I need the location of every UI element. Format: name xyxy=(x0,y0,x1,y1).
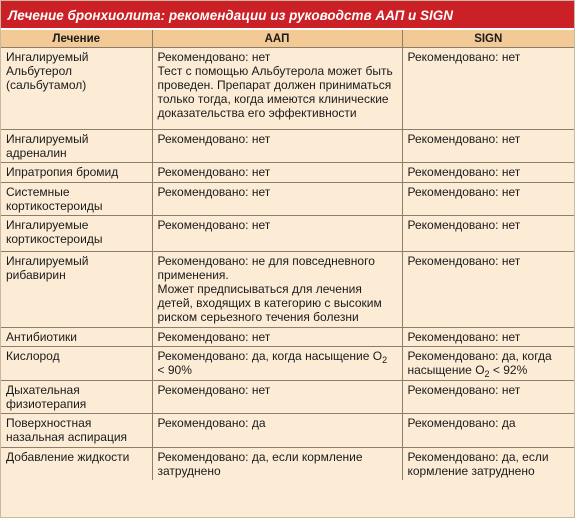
table-row xyxy=(1,163,574,183)
header-sign: SIGN xyxy=(402,30,574,48)
cell-line: кортикостероиды xyxy=(6,232,103,246)
cell-line: проведен. Препарат должен приниматься xyxy=(157,78,392,92)
sign-cell xyxy=(402,163,574,183)
cell-line: детей, входящих в категорию с высоким xyxy=(157,296,382,310)
cell-line: Рекомендовано: нет xyxy=(157,330,271,344)
cell-line: Рекомендовано: нет xyxy=(157,165,271,179)
cell-line: (сальбутамол) xyxy=(6,78,87,92)
sign-cell xyxy=(402,48,574,130)
sign-cell xyxy=(402,347,574,381)
cell-line: Рекомендовано: да, если кормление xyxy=(157,450,363,464)
cell-line: затруднено xyxy=(157,464,221,478)
table-row xyxy=(1,48,574,130)
aap-cell xyxy=(152,414,402,448)
aap-cell xyxy=(152,183,402,216)
cell-line: Рекомендовано: нет xyxy=(157,50,271,64)
treatment-cell xyxy=(1,328,152,347)
cell-line: Рекомендовано: нет xyxy=(407,218,521,232)
table-row xyxy=(1,381,574,414)
header-treatment: Лечение xyxy=(1,30,152,48)
cell-line: Рекомендовано: нет xyxy=(157,383,271,397)
cell-line: Рекомендовано: не для повседневного xyxy=(157,254,375,268)
header-aap: ААП xyxy=(152,30,402,48)
cell-line: Поверхностная xyxy=(6,416,92,430)
cell-line: Добавление жидкости xyxy=(6,450,130,464)
table-body xyxy=(1,48,574,481)
treatment-cell xyxy=(1,252,152,328)
sign-cell xyxy=(402,448,574,481)
sign-cell xyxy=(402,414,574,448)
aap-cell xyxy=(152,216,402,252)
cell-line: Рекомендовано: нет xyxy=(407,254,521,268)
aap-cell xyxy=(152,252,402,328)
cell-line: насыщение $О_2 < 92\%$ xyxy=(407,363,528,379)
sign-cell xyxy=(402,381,574,414)
table-row xyxy=(1,448,574,481)
table-row xyxy=(1,414,574,448)
cell-line: Рекомендовано: да xyxy=(157,416,266,430)
cell-line: Тест с помощью Альбутерола может быть xyxy=(157,64,393,78)
treatment-cell xyxy=(1,163,152,183)
cell-line: Ингалируемый xyxy=(6,50,89,64)
treatment-cell xyxy=(1,216,152,252)
cell-line: только тогда, когда имеются клинические xyxy=(157,92,389,106)
cell-line: Рекомендовано: нет xyxy=(407,383,521,397)
treatment-cell xyxy=(1,183,152,216)
cell-line: Кислород xyxy=(6,349,60,363)
treatment-cell xyxy=(1,414,152,448)
table-title: Лечение бронхиолита: рекомендации из руководств ААП и SIGN xyxy=(1,1,574,30)
treatment-cell xyxy=(1,448,152,481)
cell-line: Рекомендовано: нет xyxy=(157,132,271,146)
cell-line: Ингалируемые xyxy=(6,218,89,232)
cell-line: Рекомендовано: нет xyxy=(407,50,521,64)
sign-cell xyxy=(402,183,574,216)
table-row xyxy=(1,328,574,347)
cell-line: применения. xyxy=(157,268,229,282)
header-row xyxy=(1,30,574,48)
table-row xyxy=(1,216,574,252)
sign-cell xyxy=(402,216,574,252)
cell-line: кортикостероиды xyxy=(6,199,103,213)
cell-line: Ингалируемый xyxy=(6,254,89,268)
table-row xyxy=(1,183,574,216)
cell-line: Рекомендовано: да, когда xyxy=(407,349,552,363)
cell-line: физиотерапия xyxy=(6,397,87,411)
cell-line: Системные xyxy=(6,185,70,199)
cell-line: назальная аспирация xyxy=(6,430,128,444)
treatment-cell xyxy=(1,381,152,414)
cell-line: рибавирин xyxy=(6,268,66,282)
cell-line: Ипратропия бромид xyxy=(6,165,119,179)
aap-cell xyxy=(152,48,402,130)
cell-line: Рекомендовано: нет xyxy=(157,218,271,232)
cell-line: Рекомендовано: нет xyxy=(407,185,521,199)
aap-cell xyxy=(152,347,402,381)
cell-line: Рекомендовано: да, если xyxy=(407,450,549,464)
table-row xyxy=(1,347,574,381)
cell-line: Рекомендовано: нет xyxy=(157,185,271,199)
cell-line: Может предписываться для лечения xyxy=(157,282,362,296)
sign-cell xyxy=(402,252,574,328)
cell-line: < 90% xyxy=(157,363,192,377)
table-row xyxy=(1,130,574,163)
sign-cell xyxy=(402,328,574,347)
cell-line: доказательства его эффективности xyxy=(157,106,357,120)
cell-line: Антибиотики xyxy=(6,330,77,344)
cell-line: Рекомендовано: да, когда насыщение $О_2$ xyxy=(157,349,388,365)
aap-cell xyxy=(152,163,402,183)
cell-line: Ингалируемый xyxy=(6,132,89,146)
cell-line: Рекомендовано: да xyxy=(407,416,516,430)
treatment-table xyxy=(1,30,574,480)
cell-line: адреналин xyxy=(6,146,67,160)
aap-cell xyxy=(152,381,402,414)
cell-line: кормление затруднено xyxy=(407,464,535,478)
cell-line: Дыхательная xyxy=(6,383,80,397)
cell-line: Альбутерол xyxy=(6,64,72,78)
treatment-cell xyxy=(1,347,152,381)
treatment-cell xyxy=(1,48,152,130)
aap-cell xyxy=(152,448,402,481)
cell-line: Рекомендовано: нет xyxy=(407,132,521,146)
treatment-cell xyxy=(1,130,152,163)
cell-line: Рекомендовано: нет xyxy=(407,330,521,344)
sign-cell xyxy=(402,130,574,163)
aap-cell xyxy=(152,328,402,347)
aap-cell xyxy=(152,130,402,163)
cell-line: риском серьезного течения болезни xyxy=(157,310,359,324)
table-row xyxy=(1,252,574,328)
cell-line: Рекомендовано: нет xyxy=(407,165,521,179)
